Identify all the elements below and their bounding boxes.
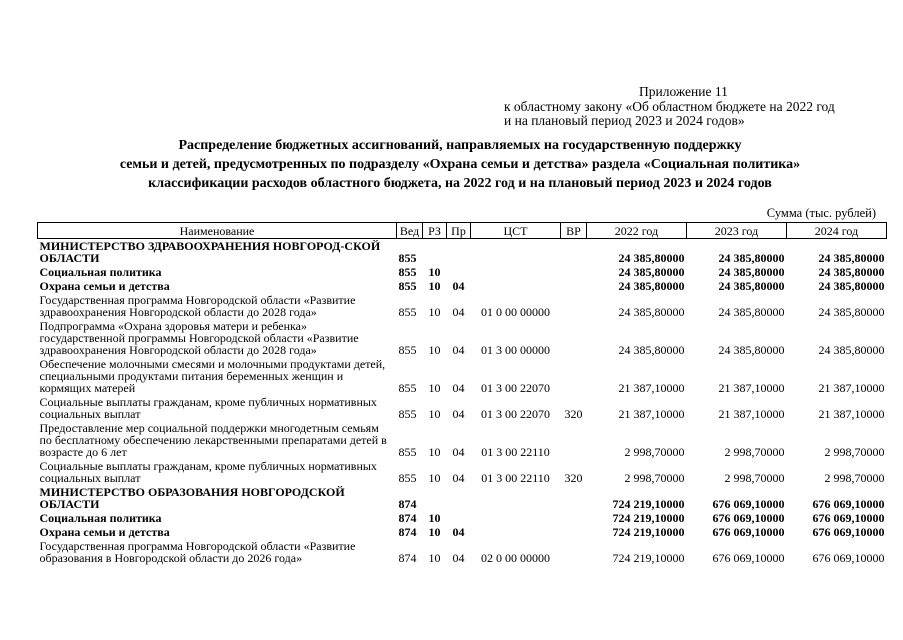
row-ved: 874 (398, 551, 417, 565)
col-header-rz: РЗ (423, 223, 447, 239)
row-cst: 01 3 00 22110 (481, 471, 550, 485)
row-name: Подпрограмма «Охрана здоровья матери и ребенка» государственной программы Новгородской области «Развитие здравоохранения Новгородской области до 2028 года» (39, 319, 359, 357)
appendix-note (504, 85, 835, 129)
row-pr (447, 239, 471, 266)
row-vr (561, 511, 587, 525)
appendix-line-1: к областному закону «Об областном бюджете на 2022 год (504, 98, 835, 114)
row-vr (561, 357, 587, 395)
row-ved: 855 (398, 445, 417, 459)
row-vr (561, 279, 587, 293)
row-cst: 01 3 00 00000 (481, 343, 550, 357)
table-row (38, 485, 887, 511)
row-name: Социальные выплаты гражданам, кроме публичных нормативных социальных выплат (39, 459, 377, 485)
row-vr (561, 265, 587, 279)
title-line-3: классификации расходов областного бюджета, на 2022 год и на плановый период 2023 и 2024 годов (148, 176, 772, 191)
row-rz: 10 (428, 471, 441, 485)
row-ved: 855 (398, 305, 417, 319)
col-header-name: Наименование (38, 223, 397, 239)
row-cst: 02 0 00 00000 (481, 551, 550, 565)
row-ved: 855 (398, 381, 417, 395)
row-cst (471, 511, 561, 525)
appendix-line-2: и на плановый период 2023 и 2024 годов» (504, 113, 745, 128)
row-2023: 676 069,10000 (712, 551, 785, 565)
row-pr: 04 (452, 551, 465, 565)
row-ved: 874 (398, 525, 417, 539)
row-pr: 04 (452, 381, 465, 395)
table-row (38, 319, 887, 357)
row-cst (471, 525, 561, 539)
row-ved: 855 (398, 407, 417, 421)
col-header-2022: 2022 год (587, 223, 687, 239)
row-2023: 21 387,10000 (718, 407, 785, 421)
row-name: Социальная политика (39, 511, 162, 525)
row-pr: 04 (452, 407, 465, 421)
row-pr (447, 485, 471, 511)
col-header-ved: Вед (397, 223, 423, 239)
row-pr: 04 (452, 305, 465, 319)
row-rz: 10 (428, 343, 441, 357)
table-header-row (38, 223, 887, 239)
table-row (38, 279, 887, 293)
row-2022: 24 385,80000 (618, 265, 685, 279)
row-name: МИНИСТЕРСТВО ЗДРАВООХРАНЕНИЯ НОВГОРОД-СКОЙ ОБЛАСТИ (39, 239, 381, 265)
row-name: Государственная программа Новгородской области «Развитие образования в Новгородской области до 2026 года» (39, 539, 356, 565)
row-2022: 724 219,10000 (612, 551, 685, 565)
row-pr (447, 265, 471, 279)
row-rz: 10 (428, 511, 441, 525)
row-cst (471, 265, 561, 279)
row-name: Охрана семьи и детства (39, 525, 170, 539)
row-ved: 855 (398, 471, 417, 485)
col-header-2023: 2023 год (687, 223, 787, 239)
row-2023: 676 069,10000 (712, 525, 785, 539)
row-2024: 676 069,10000 (812, 551, 885, 565)
row-name: Предоставление мер социальной поддержки многодетным семьям по бесплатному обеспечению лекарственными препаратами детей в возрасте до 6 лет (39, 421, 387, 459)
row-vr (561, 539, 587, 565)
row-2024: 2 998,70000 (824, 445, 885, 459)
col-header-2024: 2024 год (787, 223, 887, 239)
table-row (38, 293, 887, 319)
row-2023: 24 385,80000 (718, 305, 785, 319)
row-rz: 10 (428, 525, 441, 539)
title-line-1: Распределение бюджетных ассигнований, направляемых на государственную поддержку (178, 138, 742, 153)
row-2023: 676 069,10000 (712, 511, 785, 525)
row-2023: 24 385,80000 (718, 279, 785, 293)
row-rz: 10 (428, 445, 441, 459)
table-row (38, 511, 887, 525)
row-ved: 855 (398, 343, 417, 357)
table-row (38, 265, 887, 279)
row-2022: 24 385,80000 (618, 305, 685, 319)
row-vr (561, 239, 587, 266)
row-cst (471, 239, 561, 266)
row-2024: 24 385,80000 (818, 279, 885, 293)
appendix-number: Приложение 11 (639, 84, 728, 99)
row-2023: 676 069,10000 (712, 497, 785, 511)
row-pr: 04 (452, 445, 465, 459)
row-2022: 24 385,80000 (618, 343, 685, 357)
row-cst (471, 485, 561, 511)
table-row (38, 239, 887, 266)
row-pr: 04 (452, 279, 465, 293)
row-cst: 01 0 00 00000 (481, 305, 550, 319)
col-header-cst: ЦСТ (471, 223, 561, 239)
row-rz: 10 (428, 407, 441, 421)
row-2022: 724 219,10000 (612, 511, 685, 525)
row-name: Государственная программа Новгородской области «Развитие здравоохранения Новгородской области до 2028 года» (39, 293, 356, 319)
document-title (30, 136, 890, 193)
row-2022: 2 998,70000 (624, 445, 685, 459)
row-ved: 855 (398, 279, 417, 293)
row-2022: 724 219,10000 (612, 497, 685, 511)
row-cst: 01 3 00 22110 (481, 445, 550, 459)
row-2022: 21 387,10000 (618, 407, 685, 421)
row-vr: 320 (564, 407, 583, 421)
row-2024: 676 069,10000 (812, 511, 885, 525)
row-vr (561, 525, 587, 539)
row-2022: 24 385,80000 (618, 251, 685, 265)
row-pr: 04 (452, 343, 465, 357)
row-2022: 724 219,10000 (612, 525, 685, 539)
row-cst: 01 3 00 22070 (481, 407, 550, 421)
row-rz: 10 (428, 265, 441, 279)
row-rz: 10 (428, 305, 441, 319)
row-vr (561, 421, 587, 459)
row-2022: 2 998,70000 (624, 471, 685, 485)
row-2024: 2 998,70000 (824, 471, 885, 485)
row-name: Охрана семьи и детства (39, 279, 170, 293)
row-vr (561, 485, 587, 511)
row-2023: 2 998,70000 (724, 445, 785, 459)
row-2024: 24 385,80000 (818, 251, 885, 265)
row-2023: 24 385,80000 (718, 251, 785, 265)
row-pr: 04 (452, 471, 465, 485)
row-rz (423, 485, 447, 511)
row-2024: 24 385,80000 (818, 305, 885, 319)
row-name: Социальная политика (39, 265, 162, 279)
row-2024: 676 069,10000 (812, 497, 885, 511)
row-pr (447, 511, 471, 525)
row-ved: 874 (398, 511, 417, 525)
title-line-2: семьи и детей, предусмотренных по подразделу «Охрана семьи и детства» раздела «Социальная политика» (119, 157, 801, 172)
row-2024: 21 387,10000 (818, 381, 885, 395)
row-ved: 855 (398, 251, 417, 265)
row-vr: 320 (564, 471, 583, 485)
row-2022: 21 387,10000 (618, 381, 685, 395)
row-2024: 24 385,80000 (818, 265, 885, 279)
row-2023: 24 385,80000 (718, 343, 785, 357)
table-row (38, 357, 887, 395)
row-vr (561, 293, 587, 319)
col-header-vr: ВР (561, 223, 587, 239)
row-2023: 24 385,80000 (718, 265, 785, 279)
row-rz: 10 (428, 381, 441, 395)
row-name: Обеспечение молочными смесями и молочными продуктами детей, специальными продуктами питания беременных женщин и кормящих матерей (39, 357, 386, 395)
row-cst (471, 279, 561, 293)
row-cst: 01 3 00 22070 (481, 381, 550, 395)
table-row (38, 539, 887, 565)
row-2023: 2 998,70000 (724, 471, 785, 485)
row-2023: 21 387,10000 (718, 381, 785, 395)
col-header-pr: Пр (447, 223, 471, 239)
row-2024: 676 069,10000 (812, 525, 885, 539)
row-ved: 874 (398, 497, 417, 511)
row-2024: 24 385,80000 (818, 343, 885, 357)
row-pr: 04 (452, 525, 465, 539)
row-name: Социальные выплаты гражданам, кроме публичных нормативных социальных выплат (39, 395, 377, 421)
row-rz: 10 (428, 551, 441, 565)
row-rz: 10 (428, 279, 441, 293)
table-row (38, 421, 887, 459)
row-2022: 24 385,80000 (618, 279, 685, 293)
table-row (38, 459, 887, 485)
row-rz (423, 239, 447, 266)
row-vr (561, 319, 587, 357)
table-row (38, 395, 887, 421)
row-2024: 21 387,10000 (818, 407, 885, 421)
budget-table (37, 222, 887, 565)
row-name: МИНИСТЕРСТВО ОБРАЗОВАНИЯ НОВГОРОДСКОЙ ОБЛАСТИ (39, 485, 345, 511)
table-row (38, 525, 887, 539)
row-ved: 855 (398, 265, 417, 279)
units-label: Сумма (тыс. рублей) (766, 206, 876, 220)
